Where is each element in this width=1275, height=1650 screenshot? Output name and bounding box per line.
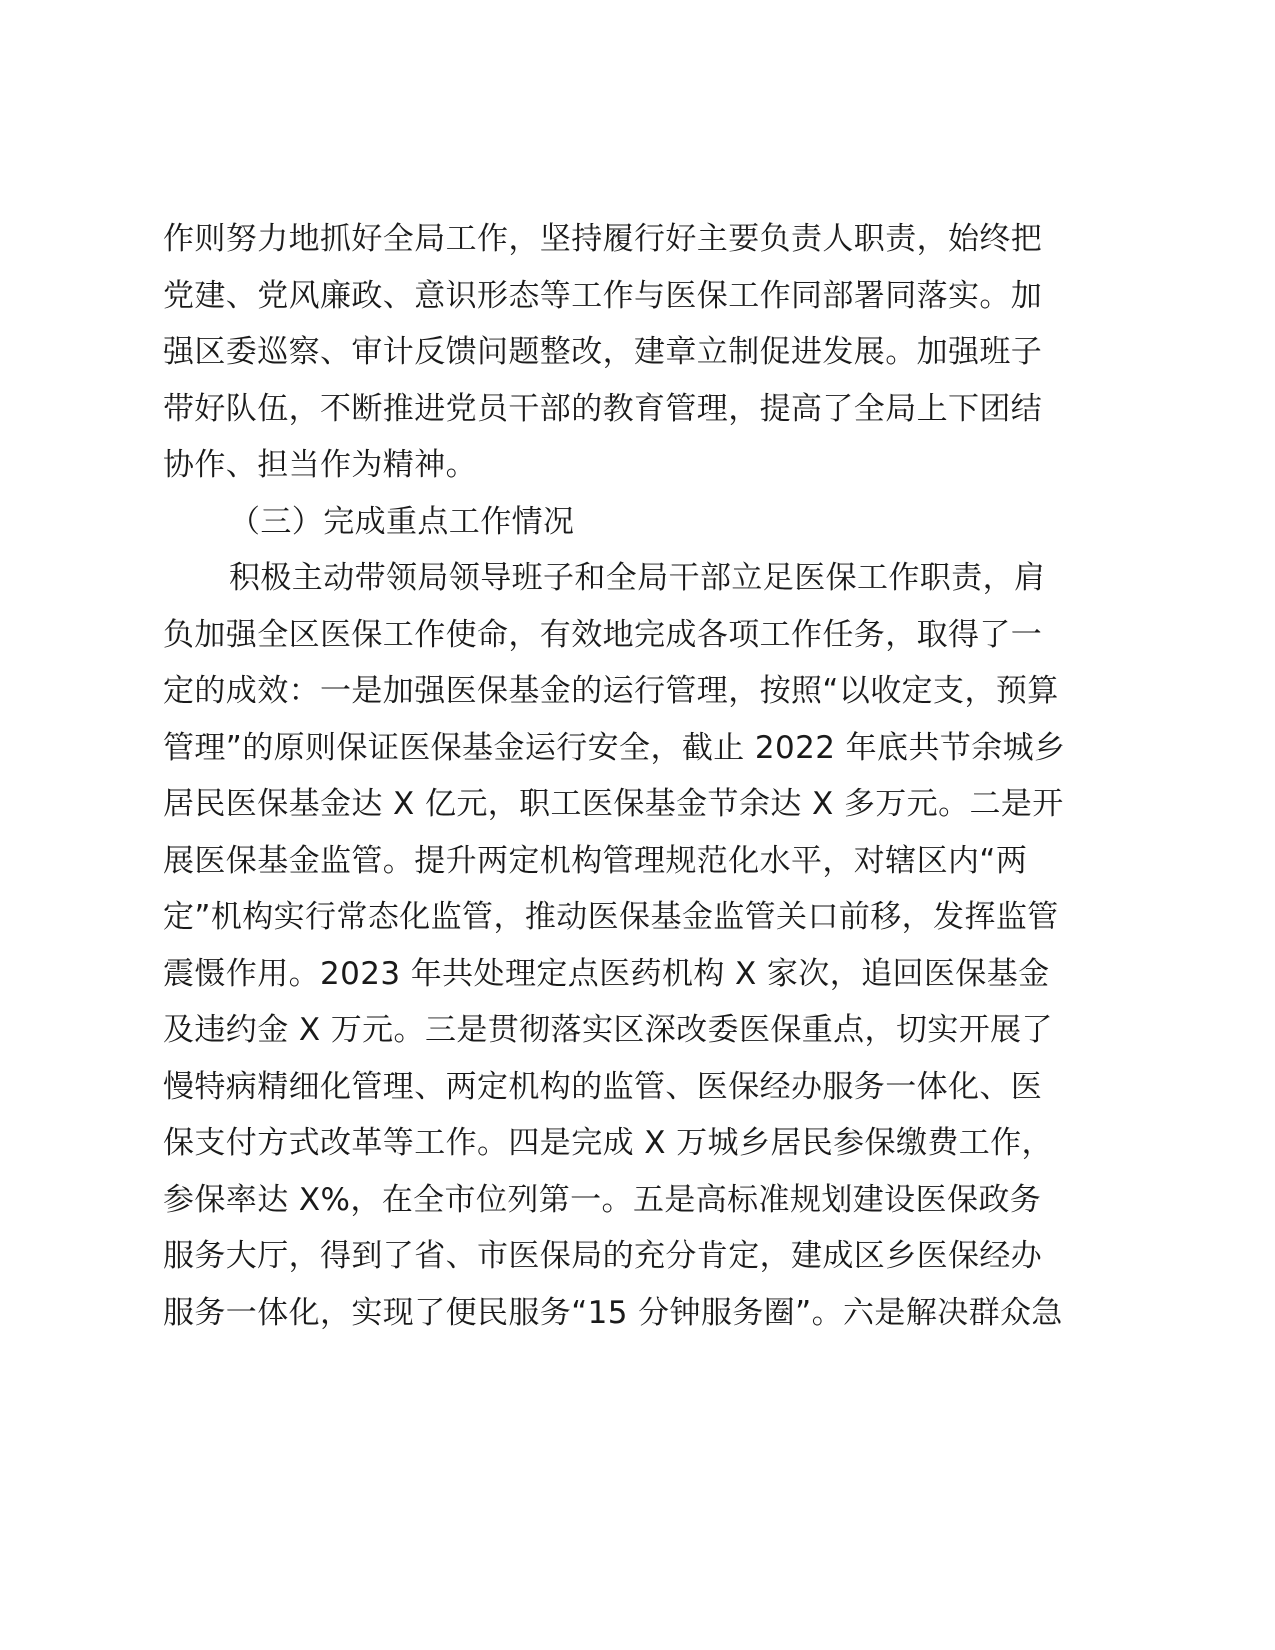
paragraph-line: 保支付方式改革等工作。四是完成 X 万城乡居民参保缴费工作，	[163, 1125, 1053, 1161]
section-heading: （三）完成重点工作情况	[229, 504, 575, 540]
paragraph-line: 积极主动带领局领导班子和全局干部立足医保工作职责，肩	[229, 560, 1046, 596]
paragraph-line: 服务一体化，实现了便民服务“15 分钟服务圈”。六是解决群众急	[163, 1295, 1063, 1331]
paragraph-line: 党建、党风廉政、意识形态等工作与医保工作同部署同落实。加	[163, 278, 1043, 314]
paragraph-line: 服务大厅，得到了省、市医保局的充分肯定，建成区乡医保经办	[163, 1238, 1043, 1274]
paragraph-line: 慢特病精细化管理、两定机构的监管、医保经办服务一体化、医	[163, 1069, 1043, 1105]
paragraph-line: 展医保基金监管。提升两定机构管理规范化水平，对辖区内“两	[163, 843, 1028, 879]
paragraph-line: 带好队伍，不断推进党员干部的教育管理，提高了全局上下团结	[163, 391, 1043, 427]
paragraph-line: 定”机构实行常态化监管，推动医保基金监管关口前移，发挥监管	[163, 899, 1059, 935]
paragraph-line: 参保率达 X%，在全市位列第一。五是高标准规划建设医保政务	[163, 1182, 1042, 1218]
paragraph-line: 强区委巡察、审计反馈问题整改，建章立制促进发展。加强班子	[163, 334, 1043, 370]
paragraph-line: 作则努力地抓好全局工作，坚持履行好主要负责人职责，始终把	[163, 221, 1043, 257]
paragraph-line: 定的成效：一是加强医保基金的运行管理，按照“以收定支，预算	[163, 673, 1059, 709]
paragraph-line: 协作、担当作为精神。	[163, 447, 477, 483]
paragraph-line: 震慑作用。2023 年共处理定点医药机构 X 家次，追回医保基金	[163, 956, 1050, 992]
paragraph-line: 居民医保基金达 X 亿元，职工医保基金节余达 X 多万元。二是开	[163, 786, 1064, 822]
paragraph-line: 及违约金 X 万元。三是贯彻落实区深改委医保重点，切实开展了	[163, 1012, 1053, 1048]
paragraph-line: 管理”的原则保证医保基金运行安全，截止 2022 年底共节余城乡	[163, 730, 1066, 766]
paragraph-line: 负加强全区医保工作使命，有效地完成各项工作任务，取得了一	[163, 617, 1043, 653]
